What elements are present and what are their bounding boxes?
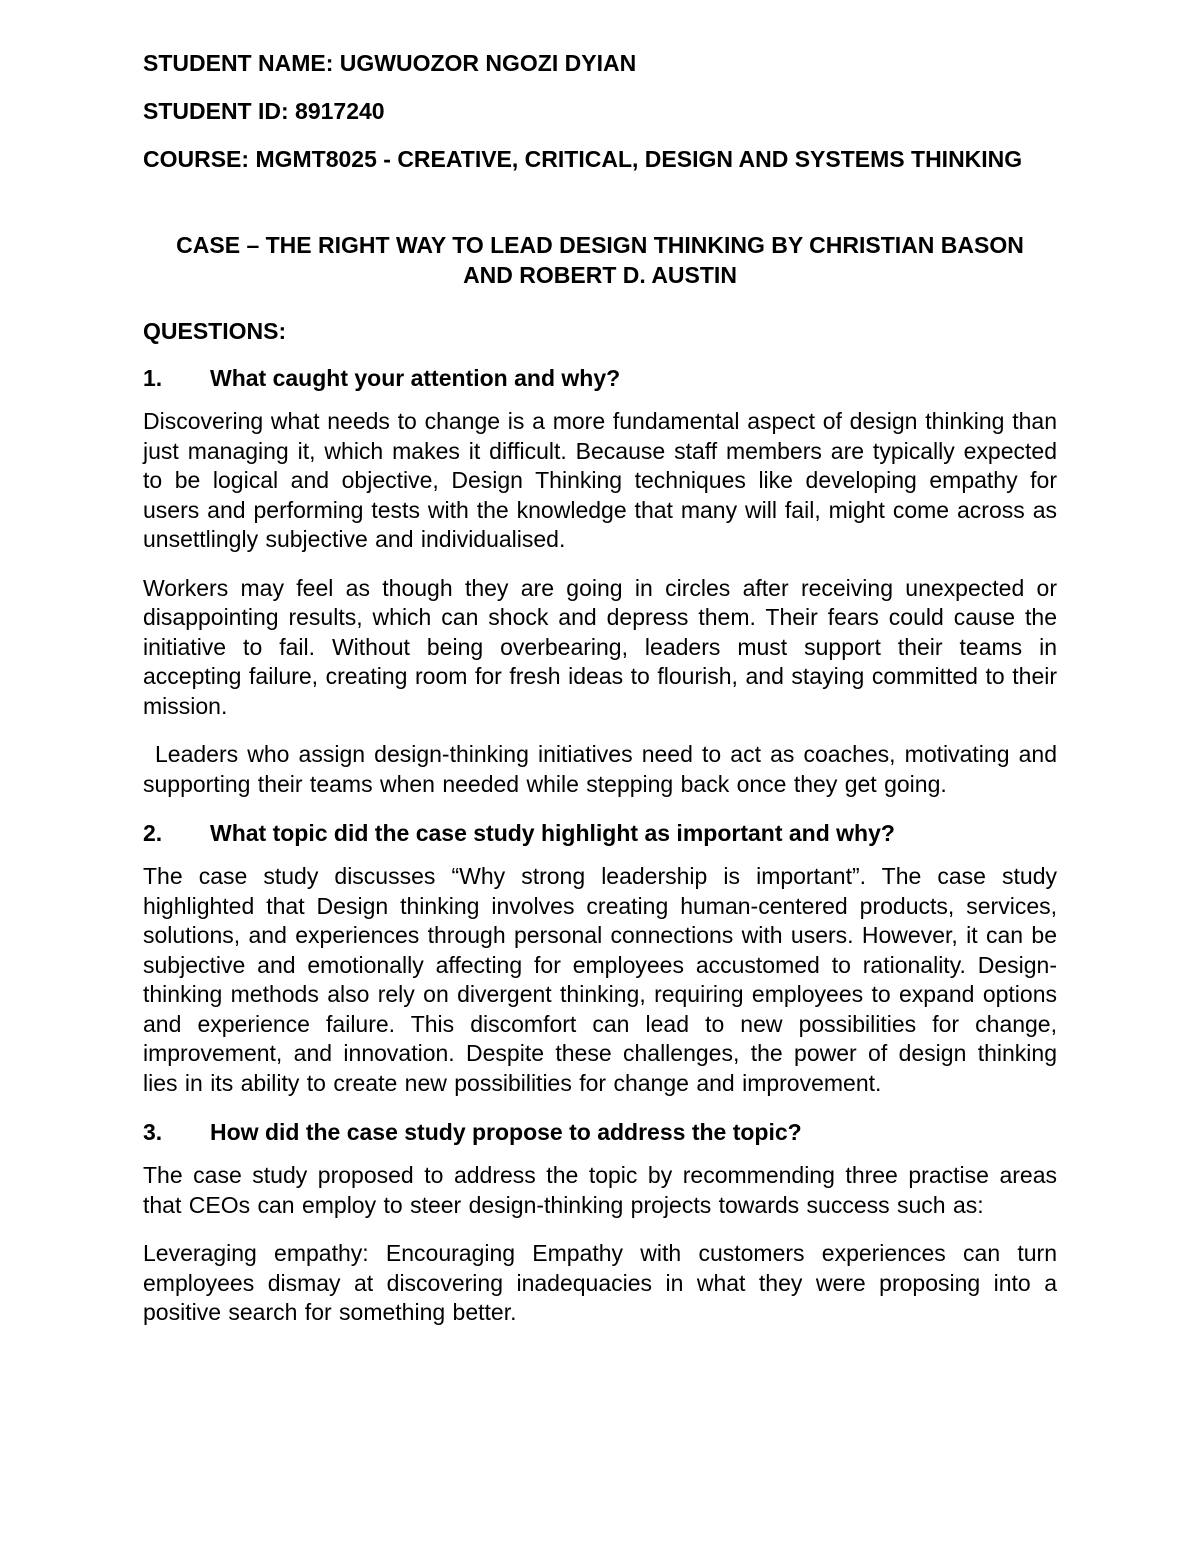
questions-label: QUESTIONS: [143,318,287,344]
question-3-text: How did the case study propose to address the topic? [210,1119,802,1145]
question-3-heading [143,1117,1057,1147]
question-2-heading [143,818,1057,848]
student-name-line: STUDENT NAME: UGWUOZOR NGOZI DYIAN [143,50,637,76]
answer-1-paragraph-3: Leaders who assign design-thinking initiatives need to act as coaches, motivating and supporting their teams when needed while stepping back once they get going. [143,741,1057,797]
question-2-number: 2. [143,820,163,846]
question-1-text: What caught your attention and why? [210,365,621,391]
question-3-number: 3. [143,1119,163,1145]
question-1-number: 1. [143,365,163,391]
answer-1-paragraph-1: Discovering what needs to change is a more fundamental aspect of design thinking than just managing it, which makes it difficult. Because staff members are typically expected to be logical and objective, Design Thinking techniques like developing empathy for users and performing tests with the knowledge that many will fail, might come across as unsettlingly subjective and individualised. [143,408,1057,552]
answer-2-paragraph-1: The case study discusses “Why strong leadership is important”. The case study highlighted that Design thinking involves creating human-centered products, services, solutions, and experiences through personal connections with users. However, it can be subjective and emotionally affecting for employees accustomed to rationality. Design-thinking methods also rely on divergent thinking, requiring employees to expand options and experience failure. This discomfort can lead to new possibilities for change, improvement, and innovation. Despite these challenges, the power of design thinking lies in its ability to create new possibilities for change and improvement. [143,863,1057,1096]
answer-1-paragraph-2: Workers may feel as though they are going in circles after receiving unexpected or disappointing results, which can shock and depress them. Their fears could cause the initiative to fail. Without being overbearing, leaders must support their teams in accepting failure, creating room for fresh ideas to flourish, and staying committed to their mission. [143,574,1057,719]
question-2-text: What topic did the case study highlight as important and why? [210,820,895,846]
answer-3-paragraph-1: The case study proposed to address the topic by recommending three practise areas that CEOs can employ to steer design-thinking projects towards success such as: [143,1162,1057,1218]
student-id-line: STUDENT ID: 8917240 [143,98,385,124]
question-1-heading [143,363,1057,393]
course-line: COURSE: MGMT8025 - CREATIVE, CRITICAL, DESIGN AND SYSTEMS THINKING [143,146,1023,172]
case-title: CASE – THE RIGHT WAY TO LEAD DESIGN THINKING BY CHRISTIAN BASON AND ROBERT D. AUSTIN [176,232,1024,288]
answer-3-paragraph-2: Leveraging empathy: Encouraging Empathy with customers experiences can turn employees dismay at discovering inadequacies in what they were proposing into a positive search for something better. [143,1240,1057,1325]
document-content [143,48,1057,1328]
